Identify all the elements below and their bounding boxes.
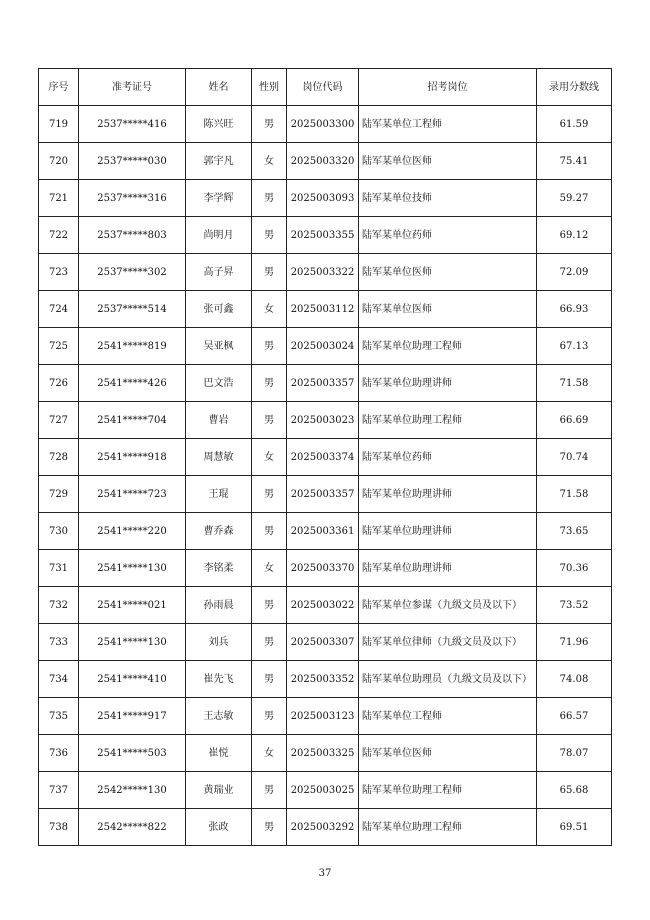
- cell-position-code: 2025003355: [287, 217, 359, 254]
- cell-position: 陆军某单位助理讲师: [359, 513, 537, 550]
- cell-position: 陆军某单位助理讲师: [359, 365, 537, 402]
- cell-score-line: 75.41: [537, 143, 612, 180]
- cell-gender: 女: [252, 550, 287, 587]
- header-seq: 序号: [39, 69, 79, 106]
- cell-name: 吴亚枫: [186, 328, 252, 365]
- cell-exam-id: 2542*****130: [79, 772, 186, 809]
- cell-gender: 男: [252, 328, 287, 365]
- cell-score-line: 67.13: [537, 328, 612, 365]
- cell-score-line: 65.68: [537, 772, 612, 809]
- cell-position: 陆军某单位工程师: [359, 698, 537, 735]
- cell-score-line: 74.08: [537, 661, 612, 698]
- table-header-row: [39, 69, 612, 106]
- cell-gender: 男: [252, 217, 287, 254]
- cell-score-line: 71.58: [537, 476, 612, 513]
- cell-position: 陆军某单位医师: [359, 735, 537, 772]
- cell-position-code: 2025003093: [287, 180, 359, 217]
- cell-position: 陆军某单位助理工程师: [359, 402, 537, 439]
- cell-seq: 737: [39, 772, 79, 809]
- cell-position-code: 2025003357: [287, 365, 359, 402]
- cell-score-line: 71.58: [537, 365, 612, 402]
- cell-position-code: 2025003374: [287, 439, 359, 476]
- cell-name: 刘兵: [186, 624, 252, 661]
- cell-position: 陆军某单位助理工程师: [359, 328, 537, 365]
- cell-exam-id: 2541*****410: [79, 661, 186, 698]
- cell-seq: 722: [39, 217, 79, 254]
- cell-score-line: 71.96: [537, 624, 612, 661]
- cell-position-code: 2025003352: [287, 661, 359, 698]
- cell-gender: 男: [252, 661, 287, 698]
- table-row: [39, 439, 612, 476]
- cell-gender: 男: [252, 402, 287, 439]
- table-row: [39, 180, 612, 217]
- table-row: [39, 291, 612, 328]
- cell-name: 曹乔森: [186, 513, 252, 550]
- cell-score-line: 61.59: [537, 106, 612, 143]
- header-name: 姓名: [186, 69, 252, 106]
- cell-gender: 女: [252, 439, 287, 476]
- table-row: [39, 587, 612, 624]
- cell-seq: 726: [39, 365, 79, 402]
- table-row: [39, 254, 612, 291]
- cell-score-line: 73.65: [537, 513, 612, 550]
- cell-seq: 738: [39, 809, 79, 846]
- cell-score-line: 78.07: [537, 735, 612, 772]
- cell-exam-id: 2541*****918: [79, 439, 186, 476]
- cell-exam-id: 2537*****416: [79, 106, 186, 143]
- cell-seq: 732: [39, 587, 79, 624]
- cell-name: 郭宇凡: [186, 143, 252, 180]
- header-position-code: 岗位代码: [287, 69, 359, 106]
- cell-score-line: 73.52: [537, 587, 612, 624]
- cell-seq: 736: [39, 735, 79, 772]
- cell-exam-id: 2541*****130: [79, 624, 186, 661]
- cell-gender: 女: [252, 735, 287, 772]
- table-row: [39, 143, 612, 180]
- cell-gender: 男: [252, 772, 287, 809]
- cell-name: 高子昇: [186, 254, 252, 291]
- cell-position: 陆军某单位药师: [359, 439, 537, 476]
- page-number: 37: [318, 868, 332, 879]
- cell-score-line: 66.57: [537, 698, 612, 735]
- cell-seq: 733: [39, 624, 79, 661]
- cell-gender: 男: [252, 106, 287, 143]
- cell-position-code: 2025003307: [287, 624, 359, 661]
- cell-seq: 724: [39, 291, 79, 328]
- table-row: [39, 365, 612, 402]
- cell-position: 陆军某单位助理工程师: [359, 809, 537, 846]
- cell-gender: 男: [252, 180, 287, 217]
- header-score-line: 录用分数线: [537, 69, 612, 106]
- cell-seq: 730: [39, 513, 79, 550]
- cell-name: 黄瑞业: [186, 772, 252, 809]
- table-row: [39, 624, 612, 661]
- cell-exam-id: 2541*****021: [79, 587, 186, 624]
- cell-position-code: 2025003024: [287, 328, 359, 365]
- cell-name: 王琨: [186, 476, 252, 513]
- table-row: [39, 402, 612, 439]
- cell-exam-id: 2537*****803: [79, 217, 186, 254]
- cell-position-code: 2025003370: [287, 550, 359, 587]
- table-row: [39, 476, 612, 513]
- cell-name: 张可鑫: [186, 291, 252, 328]
- cell-gender: 男: [252, 254, 287, 291]
- cell-position: 陆军某单位参谋（九级文员及以下）: [359, 587, 537, 624]
- cell-name: 曹岩: [186, 402, 252, 439]
- table-row: [39, 513, 612, 550]
- cell-exam-id: 2541*****704: [79, 402, 186, 439]
- cell-position-code: 2025003025: [287, 772, 359, 809]
- cell-position: 陆军某单位助理讲师: [359, 550, 537, 587]
- table-row: [39, 809, 612, 846]
- cell-position: 陆军某单位医师: [359, 143, 537, 180]
- cell-position-code: 2025003357: [287, 476, 359, 513]
- cell-exam-id: 2541*****426: [79, 365, 186, 402]
- cell-position-code: 2025003322: [287, 254, 359, 291]
- cell-position: 陆军某单位工程师: [359, 106, 537, 143]
- cell-name: 崔悦: [186, 735, 252, 772]
- cell-score-line: 69.12: [537, 217, 612, 254]
- cell-position-code: 2025003123: [287, 698, 359, 735]
- cell-score-line: 70.74: [537, 439, 612, 476]
- header-gender: 性别: [252, 69, 287, 106]
- cell-seq: 731: [39, 550, 79, 587]
- cell-name: 张政: [186, 809, 252, 846]
- cell-exam-id: 2541*****130: [79, 550, 186, 587]
- cell-position: 陆军某单位助理讲师: [359, 476, 537, 513]
- cell-gender: 男: [252, 587, 287, 624]
- cell-position-code: 2025003022: [287, 587, 359, 624]
- cell-seq: 734: [39, 661, 79, 698]
- cell-name: 巴文浩: [186, 365, 252, 402]
- cell-score-line: 69.51: [537, 809, 612, 846]
- cell-seq: 725: [39, 328, 79, 365]
- cell-position: 陆军某单位药师: [359, 217, 537, 254]
- cell-score-line: 70.36: [537, 550, 612, 587]
- cell-seq: 719: [39, 106, 79, 143]
- header-position: 招考岗位: [359, 69, 537, 106]
- cell-name: 李铭柔: [186, 550, 252, 587]
- cell-position-code: 2025003320: [287, 143, 359, 180]
- header-exam-id: 准考证号: [79, 69, 186, 106]
- cell-gender: 女: [252, 143, 287, 180]
- cell-position-code: 2025003325: [287, 735, 359, 772]
- cell-exam-id: 2541*****220: [79, 513, 186, 550]
- cell-position: 陆军某单位助理工程师: [359, 772, 537, 809]
- table-row: [39, 217, 612, 254]
- cell-position-code: 2025003292: [287, 809, 359, 846]
- cell-position-code: 2025003361: [287, 513, 359, 550]
- cell-position: 陆军某单位医师: [359, 291, 537, 328]
- cell-position: 陆军某单位医师: [359, 254, 537, 291]
- cell-seq: 729: [39, 476, 79, 513]
- cell-name: 崔先飞: [186, 661, 252, 698]
- cell-exam-id: 2541*****503: [79, 735, 186, 772]
- table-row: [39, 328, 612, 365]
- cell-exam-id: 2537*****030: [79, 143, 186, 180]
- cell-position-code: 2025003300: [287, 106, 359, 143]
- cell-exam-id: 2541*****819: [79, 328, 186, 365]
- results-table: [38, 68, 612, 846]
- table-row: [39, 772, 612, 809]
- cell-exam-id: 2542*****822: [79, 809, 186, 846]
- cell-exam-id: 2541*****723: [79, 476, 186, 513]
- table-row: [39, 550, 612, 587]
- cell-gender: 男: [252, 698, 287, 735]
- cell-exam-id: 2537*****514: [79, 291, 186, 328]
- cell-name: 孙雨晨: [186, 587, 252, 624]
- cell-gender: 女: [252, 291, 287, 328]
- cell-name: 李学辉: [186, 180, 252, 217]
- cell-score-line: 72.09: [537, 254, 612, 291]
- cell-gender: 男: [252, 476, 287, 513]
- table-row: [39, 735, 612, 772]
- cell-position-code: 2025003023: [287, 402, 359, 439]
- cell-seq: 721: [39, 180, 79, 217]
- table-row: [39, 698, 612, 735]
- cell-name: 王志敏: [186, 698, 252, 735]
- cell-seq: 735: [39, 698, 79, 735]
- cell-position: 陆军某单位律师（九级文员及以下）: [359, 624, 537, 661]
- cell-score-line: 66.69: [537, 402, 612, 439]
- cell-position-code: 2025003112: [287, 291, 359, 328]
- cell-gender: 男: [252, 809, 287, 846]
- cell-exam-id: 2537*****302: [79, 254, 186, 291]
- cell-seq: 720: [39, 143, 79, 180]
- cell-gender: 男: [252, 513, 287, 550]
- cell-seq: 723: [39, 254, 79, 291]
- cell-position: 陆军某单位助理员（九级文员及以下）: [359, 661, 537, 698]
- cell-exam-id: 2541*****917: [79, 698, 186, 735]
- cell-exam-id: 2537*****316: [79, 180, 186, 217]
- cell-name: 陈兴旺: [186, 106, 252, 143]
- cell-position: 陆军某单位技师: [359, 180, 537, 217]
- cell-name: 周慧敏: [186, 439, 252, 476]
- cell-name: 尚明月: [186, 217, 252, 254]
- cell-score-line: 66.93: [537, 291, 612, 328]
- table-row: [39, 661, 612, 698]
- cell-gender: 男: [252, 365, 287, 402]
- cell-seq: 727: [39, 402, 79, 439]
- cell-score-line: 59.27: [537, 180, 612, 217]
- table-row: [39, 106, 612, 143]
- cell-seq: 728: [39, 439, 79, 476]
- cell-gender: 男: [252, 624, 287, 661]
